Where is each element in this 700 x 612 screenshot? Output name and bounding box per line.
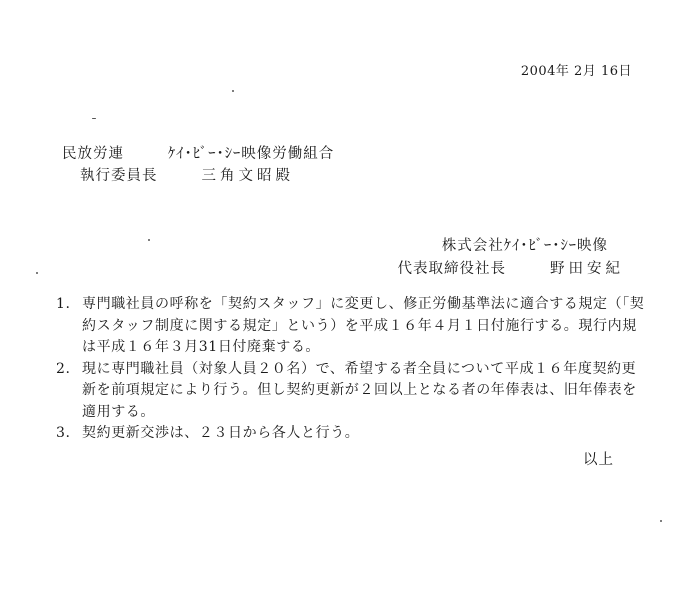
recipient-name: 三角文昭殿 [201,168,294,184]
item-text: 現に専門職社員（対象人員２０名）で、希望する者全員について平成１６年度契約更新を前項規定により行う。但し契約更新が２回以上となる者の年俸表は、旧年俸表を適用する。 [82,360,637,420]
recipient-title: 執行委員長 [80,168,158,184]
item-number: 2. [56,360,71,377]
body-items [56,294,646,445]
document-date: 2004年 2月 16日 [520,64,632,79]
recipient-organization-prefix: 民放労連 [62,146,124,162]
list-item [56,359,646,424]
list-item [56,423,646,445]
item-number: 1. [56,296,71,312]
item-number: 3. [56,425,71,441]
sender-company: 株式会社ｹｲ･ﾋﾞｰ･ｼｰ映像 [441,238,608,254]
sender-title: 代表取締役社長 [397,261,506,277]
closing-mark: 以上 [583,452,614,468]
list-item [56,294,646,359]
scan-speck [148,239,150,241]
recipient-person [80,164,294,185]
scan-speck [92,118,96,119]
recipient-organization-name: ｹｲ･ﾋﾞｰ･ｼｰ映像労働組合 [168,146,335,162]
scan-speck [232,90,234,92]
sender-person [398,257,625,278]
item-text: 専門職社員の呼称を「契約スタッフ」に変更し、修正労働基準法に適合する規定（「契約スタッフ制度に関する規定」という）を平成１６年４月１日付施行する。現行内規は平成１６年３月31日付廃棄する。 [82,296,645,355]
sender-name: 野田安紀 [550,261,624,277]
scan-speck [660,520,662,522]
scan-speck [36,272,38,274]
item-text: 契約更新交渉は、２３日から各人と行う。 [82,425,360,441]
recipient-organization [62,142,334,163]
